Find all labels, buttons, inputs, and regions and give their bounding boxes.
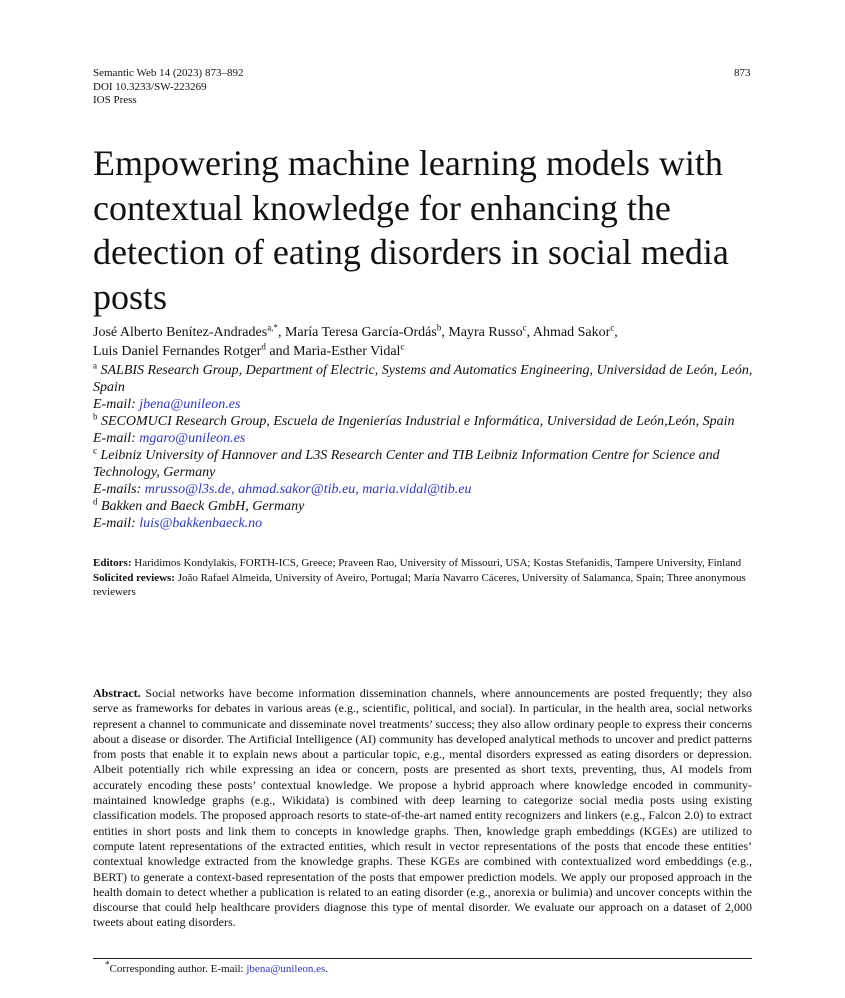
journal-citation: Semantic Web 14 (2023) 873–892	[93, 67, 244, 79]
reviewers-line	[93, 571, 763, 600]
email-prefix: E-mail:	[93, 516, 140, 531]
publisher: IOS Press	[93, 94, 137, 106]
affiliations	[93, 362, 783, 532]
affiliation	[93, 413, 783, 430]
footnote-text: Corresponding author. E-mail:	[109, 963, 247, 975]
page-number: 873	[734, 67, 751, 79]
email-prefix: E-mails:	[93, 482, 145, 497]
affiliation-text: Leibniz University of Hannover and L3S Research Center and TIB Leibniz Information Centre for Science and Technology, Germany	[93, 448, 720, 480]
editors-line	[93, 556, 763, 571]
author-affil-mark: a,*	[267, 322, 278, 333]
affiliation-text: SALBIS Research Group, Department of Electric, Systems and Automatics Engineering, Universidad de León, León, Spain	[93, 363, 753, 395]
reviewers-label: Solicited reviews:	[93, 571, 175, 584]
reviewers-text: João Rafael Almeida, University of Aveiro, Portugal; María Navarro Cáceres, University of Salamanca, Spain; Three anonymous reviewers	[93, 571, 746, 598]
affiliation-label: d	[93, 496, 98, 507]
author-affil-mark: c	[610, 322, 615, 333]
paper-title: Empowering machine learning models with contextual knowledge for enhancing the detection of eating disorders in social media posts	[93, 143, 729, 317]
footnote-divider	[93, 958, 752, 959]
author-list	[93, 323, 773, 361]
email-link[interactable]: luis@bakkenbaeck.no	[139, 516, 263, 531]
abstract-label: Abstract.	[93, 686, 141, 700]
affiliation-email-line	[93, 515, 783, 532]
author-name: Maria-Esther Vidal	[293, 344, 401, 359]
editors-block	[93, 556, 763, 600]
affiliation-email-line	[93, 430, 783, 447]
author-name: Luis Daniel Fernandes Rotger	[93, 344, 262, 359]
author-separator: ,	[441, 325, 449, 340]
editors-label: Editors:	[93, 557, 132, 569]
affiliation-text: SECOMUCI Research Group, Escuela de Ingenierías Industrial e Informática, Universidad de León,León, Spain	[101, 414, 735, 429]
abstract-text: Social networks have become information dissemination channels, where announcements are posted frequently; they also serve as frameworks for debates in various areas (e.g., scientific, political, and social). In particular, in the health area, social networks represent a channel to communicate and disseminate novel treatments’ success; they also allow ordinary people to express their concerns about a disease or disorder. The Artificial Intelligence (AI) community has developed analytical methods to uncover and predict patterns from posts that enable it to explain news about a particular topic, e.g., mental disorders expressed as eating disorders or depression. Albeit potentially rich while expressing an idea or concern, posts are presented as short texts, preventing, thus, AI models from accurately encoding these posts’ contextual knowledge. We propose a hybrid approach where knowledge encoded in community-maintained knowledge graphs (e.g., Wikidata) is combined with deep learning to categorize social media posts using existing classification models. The proposed approach resorts to state-of-the-art named entity recognizers and linkers (e.g., Falcon 2.0) to extract entities in short posts and link them to concepts in knowledge graphs. Then, knowledge graph embeddings (KGEs) are utilized to compute latent representations of the extracted entities, which result in vector representations of the posts that encode these entities’ contextual knowledge extracted from the knowledge graphs. These KGEs are combined with contextualized word embeddings (e.g., BERT) to generate a context-based representation of the posts that empower prediction models. We apply our proposed approach in the health domain to detect whether a publication is related to an eating disorder (e.g., anorexia or bulimia) and uncover concepts within the discourse that could help healthcare providers diagnose this type of mental disorder. We evaluate our approach on a dataset of 2,000 tweets about eating disorders.	[93, 686, 753, 930]
author-separator: ,	[277, 325, 285, 340]
author-separator: ,	[526, 325, 533, 340]
affiliation-email-line	[93, 396, 783, 413]
author-name: José Alberto Benítez-Andrades	[93, 325, 268, 340]
affiliation-label: c	[93, 445, 97, 456]
affiliation	[93, 447, 783, 481]
footnote-email-link[interactable]: jbena@unileon.es	[246, 963, 326, 975]
author-name: María Teresa García-Ordás	[284, 325, 437, 340]
author-affil-mark: c	[400, 341, 405, 352]
footnote-mark: *	[105, 959, 110, 970]
author-affil-mark: c	[522, 322, 527, 333]
affiliation-label: b	[93, 411, 98, 422]
email-prefix: E-mail:	[93, 431, 140, 446]
author-affil-mark: d	[261, 341, 266, 352]
author-affil-mark: b	[436, 322, 442, 333]
author-name: Ahmad Sakor	[532, 325, 611, 340]
email-prefix: E-mail:	[93, 397, 140, 412]
email-link[interactable]: mrusso@l3s.de, ahmad.sakor@tib.eu, maria.vidal@tib.eu	[144, 482, 472, 497]
affiliation-label: a	[93, 360, 97, 371]
journal-header	[93, 67, 243, 108]
footnote-end: .	[325, 963, 328, 975]
editors-text: Haridimos Kondylakis, FORTH-ICS, Greece; Praveen Rao, University of Missouri, USA; Kostas Stefanidis, Tampere University, Finland	[134, 557, 742, 569]
author-separator: ,	[614, 325, 618, 340]
doi: DOI 10.3233/SW-223269	[93, 80, 207, 93]
author-separator: and	[265, 344, 294, 359]
affiliation-text: Bakken and Baeck GmbH, Germany	[101, 499, 305, 514]
email-link[interactable]: jbena@unileon.es	[139, 397, 241, 412]
affiliation-email-line	[93, 481, 783, 498]
abstract	[93, 686, 752, 931]
affiliation	[93, 498, 783, 515]
author-name: Mayra Russo	[448, 325, 523, 340]
footnote	[105, 959, 328, 975]
email-link[interactable]: mgaro@unileon.es	[139, 431, 246, 446]
affiliation	[93, 362, 783, 396]
